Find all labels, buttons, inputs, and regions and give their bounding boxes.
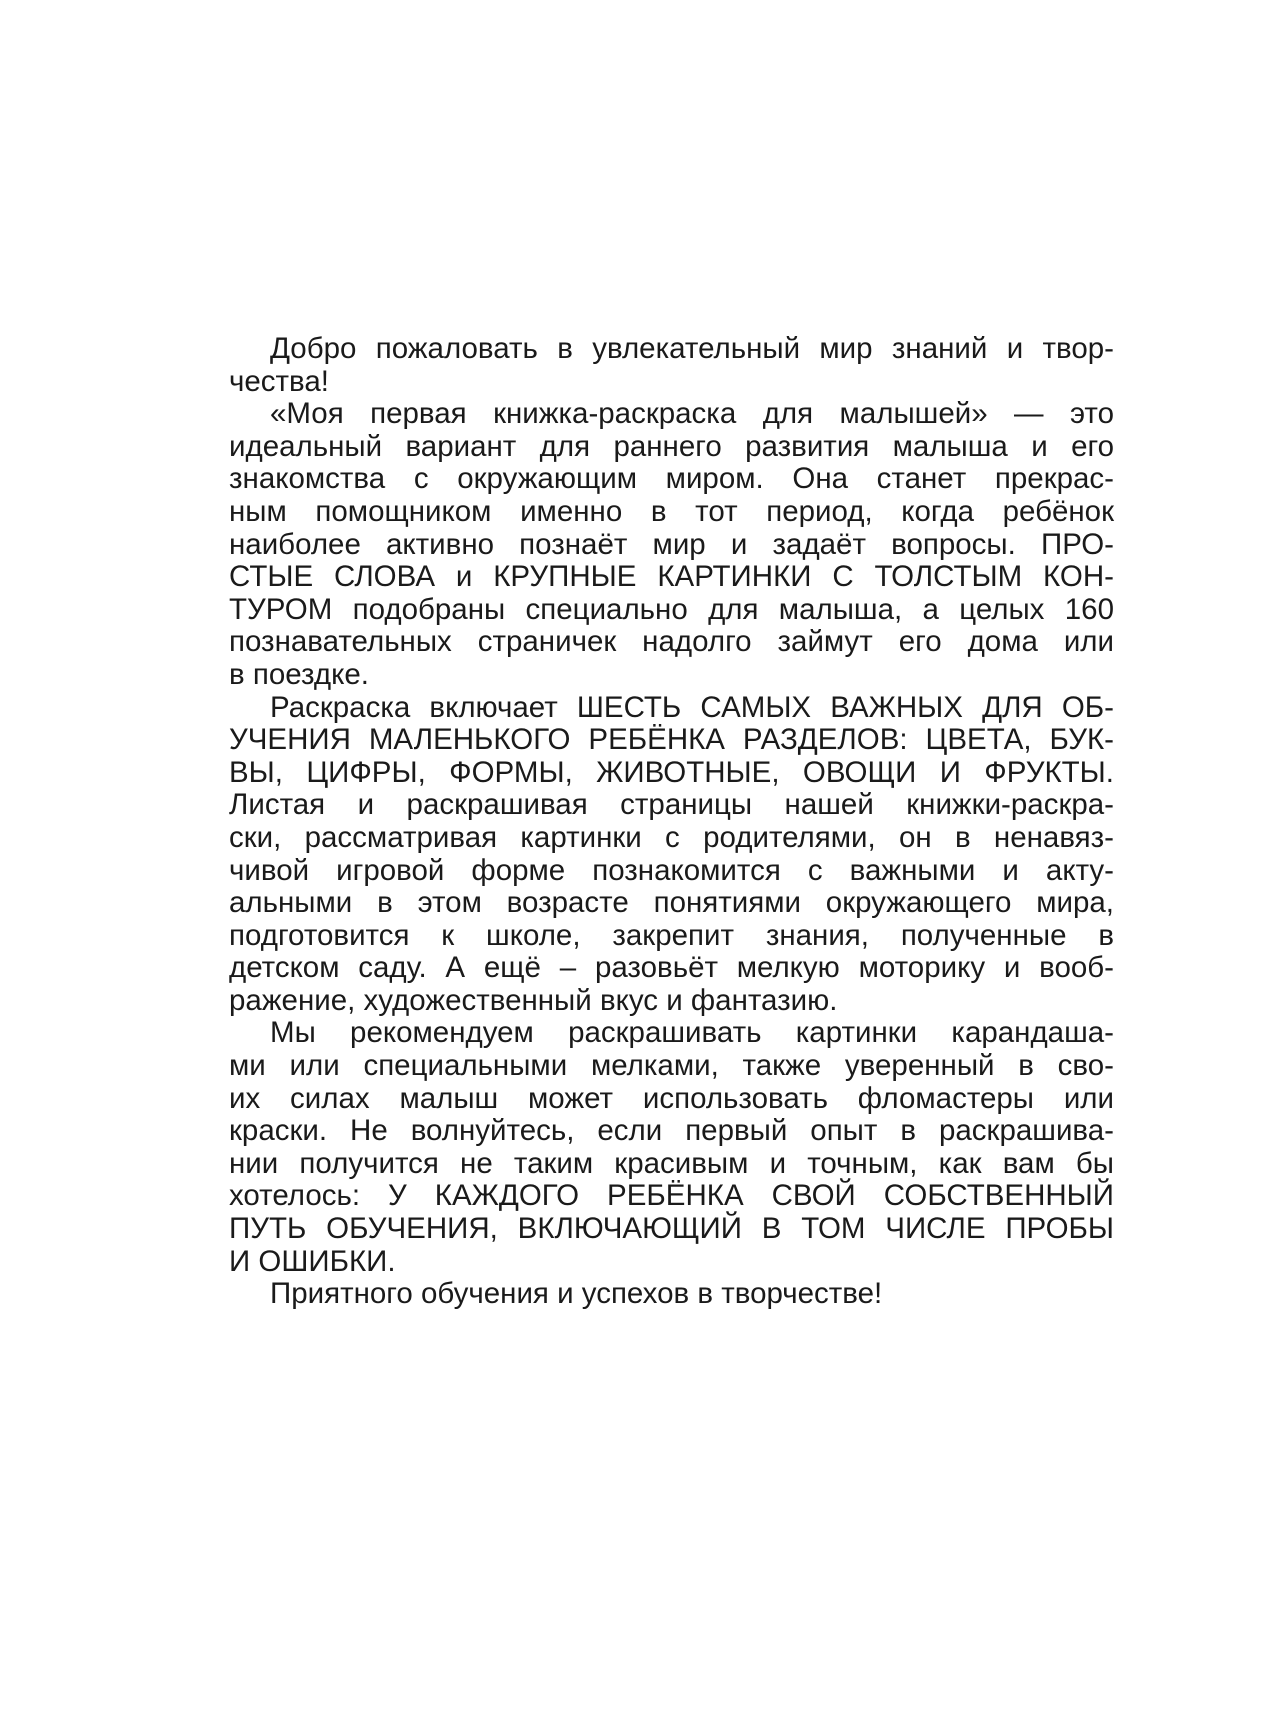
intro-text xyxy=(188,333,1114,1311)
text-line: Мы рекомендуем раскрашивать картинки карандаша- xyxy=(270,1016,1114,1050)
paragraph-closing xyxy=(188,1278,1114,1311)
text-line: альными в этом возрасте понятиями окружающего мира, xyxy=(229,886,1114,920)
text-line: наиболее активно познаёт мир и задаёт вопросы. ПРО- xyxy=(229,527,1114,561)
text-line: хотелось: У КАЖДОГО РЕБЁНКА СВОЙ СОБСТВЕННЫЙ xyxy=(229,1179,1114,1213)
text-line: чества! xyxy=(229,364,329,398)
text-line: идеальный вариант для раннего развития малыша и его xyxy=(229,429,1114,463)
text-line: «Моя первая книжка-раскраска для малышей» — это xyxy=(270,397,1114,431)
text-line: краски. Не волнуйтесь, если первый опыт в раскрашива- xyxy=(229,1114,1114,1148)
text-line: ВЫ, ЦИФРЫ, ФОРМЫ, ЖИВОТНЫЕ, ОВОЩИ И ФРУКТЫ. xyxy=(229,755,1114,789)
text-line: познавательных страничек надолго займут его дома или xyxy=(229,625,1114,659)
text-line: нии получится не таким красивым и точным, как вам бы xyxy=(229,1146,1114,1180)
text-line: их силах малыш может использовать фломастеры или xyxy=(229,1081,1114,1115)
text-line: подготовится к школе, закрепит знания, полученные в xyxy=(229,918,1114,952)
text-line: ТУРОМ подобраны специально для малыша, а целых 160 xyxy=(229,592,1114,626)
text-line: СТЫЕ СЛОВА и КРУПНЫЕ КАРТИНКИ С ТОЛСТЫМ КОН- xyxy=(229,560,1114,594)
text-line: ПУТЬ ОБУЧЕНИЯ, ВКЛЮЧАЮЩИЙ В ТОМ ЧИСЛЕ ПРОБЫ xyxy=(229,1212,1114,1246)
text-line: УЧЕНИЯ МАЛЕНЬКОГО РЕБЁНКА РАЗДЕЛОВ: ЦВЕТА, БУК- xyxy=(229,723,1114,757)
text-line: Листая и раскрашивая страницы нашей книжки-раскра- xyxy=(229,788,1114,822)
paragraph-sections xyxy=(188,692,1114,1018)
text-line: Добро пожаловать в увлекательный мир знаний и твор- xyxy=(270,332,1114,365)
text-line: ми или специальными мелками, также уверенный в сво- xyxy=(229,1049,1114,1083)
paragraph-welcome xyxy=(188,333,1114,398)
text-line: ски, рассматривая картинки с родителями, он в ненавяз- xyxy=(229,820,1114,854)
text-line: в поездке. xyxy=(229,657,369,691)
text-line: И ОШИБКИ. xyxy=(229,1244,396,1278)
paragraph-recommendation xyxy=(188,1017,1114,1278)
paragraph-book-description xyxy=(188,398,1114,691)
text-line: знакомства с окружающим миром. Она станет прекрас- xyxy=(229,462,1114,496)
text-line: Приятного обучения и успехов в творчестве! xyxy=(270,1277,883,1311)
text-line: ным помощником именно в тот период, когда ребёнок xyxy=(229,494,1114,528)
text-line: ражение, художественный вкус и фантазию. xyxy=(229,983,838,1017)
text-line: Раскраска включает ШЕСТЬ САМЫХ ВАЖНЫХ ДЛЯ ОБ- xyxy=(270,690,1114,724)
text-line: чивой игровой форме познакомится с важными и акту- xyxy=(229,853,1114,887)
text-line: детском саду. А ещё – разовьёт мелкую моторику и вооб- xyxy=(229,951,1114,985)
